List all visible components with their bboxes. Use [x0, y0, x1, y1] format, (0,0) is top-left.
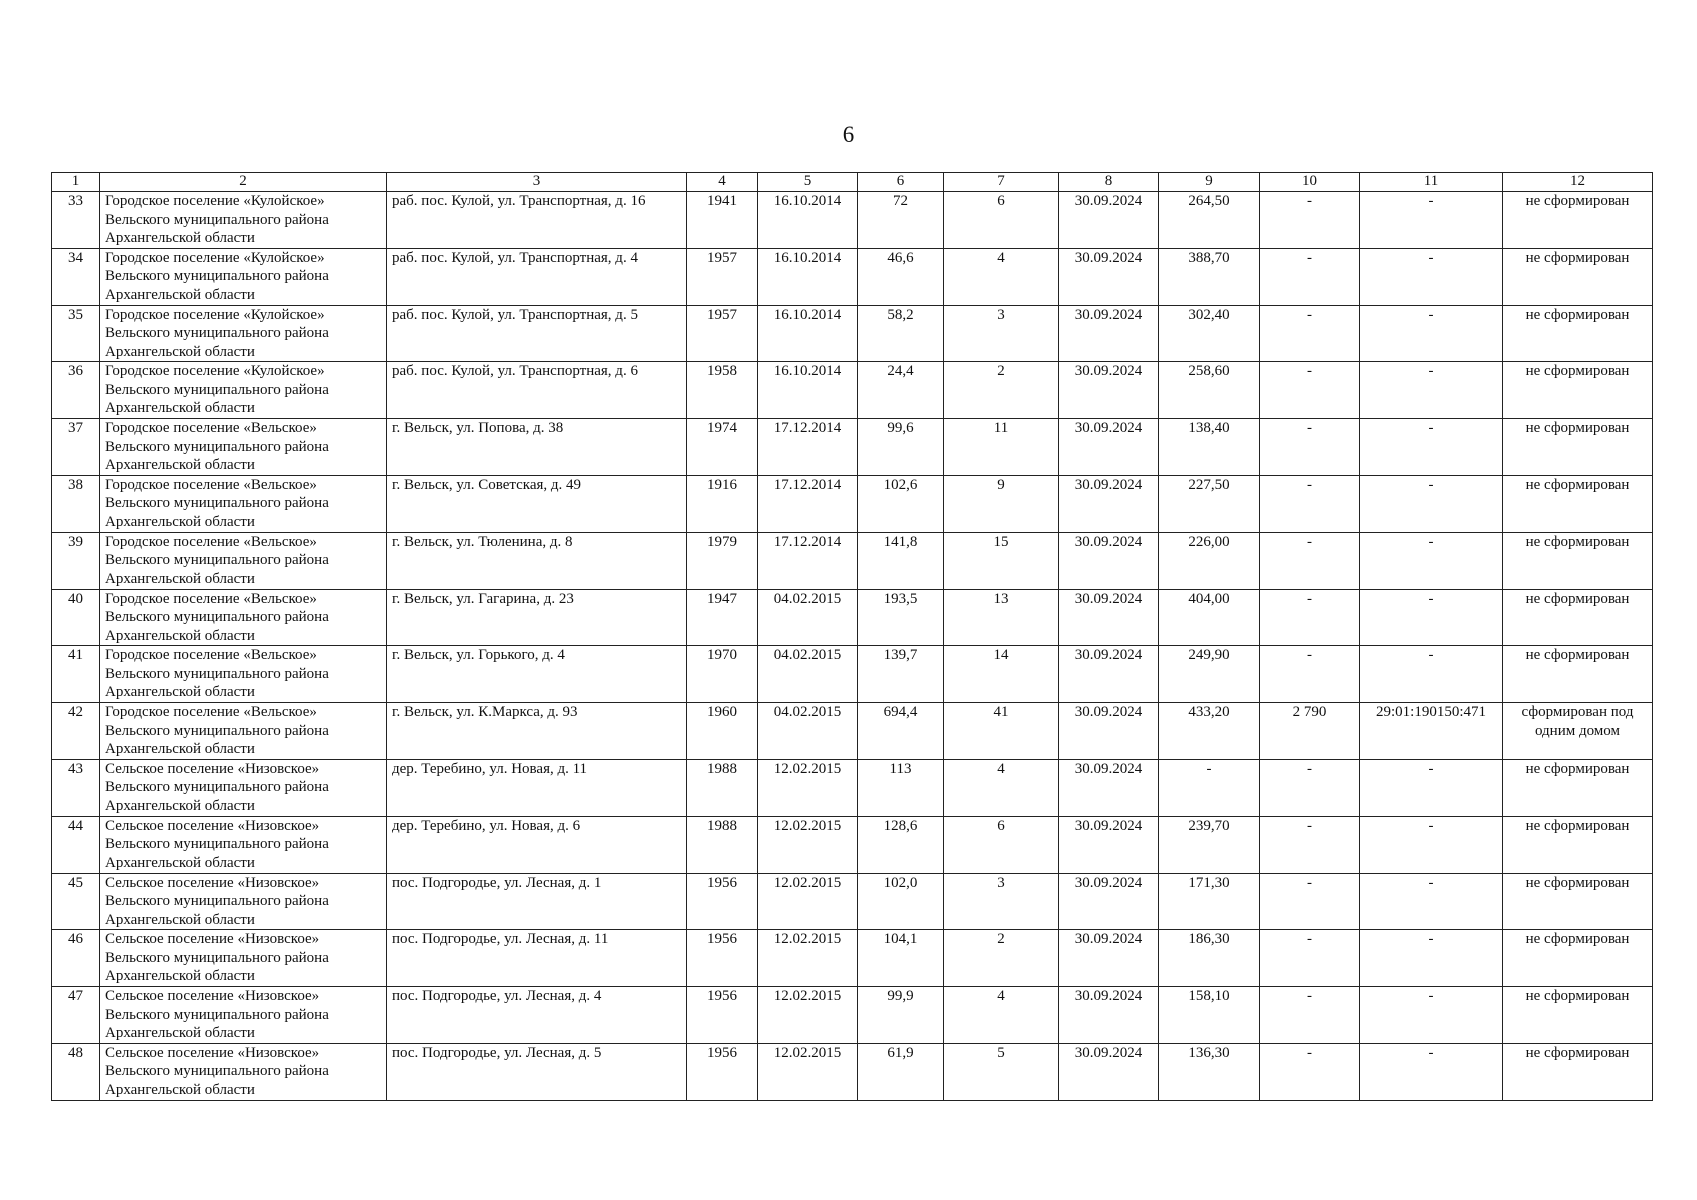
- row-number-cell: 45: [52, 873, 100, 930]
- date-cell: 17.12.2014: [758, 532, 858, 589]
- cadastral-number-cell: 29:01:190150:471: [1360, 703, 1503, 760]
- settlement-cell: Городское поселение «Кулойское» Вельского муниципального района Архангельской области: [100, 192, 387, 249]
- land-status-cell: не сформирован: [1503, 532, 1653, 589]
- settlement-cell: Городское поселение «Вельское» Вельского муниципального района Архангельской области: [100, 589, 387, 646]
- year-built-cell: 1956: [687, 1043, 758, 1100]
- row-number-cell: 48: [52, 1043, 100, 1100]
- area-cell: 99,6: [858, 419, 944, 476]
- table-row: [52, 419, 1653, 476]
- date-cell: 12.02.2015: [758, 1043, 858, 1100]
- cadastral-number-cell: -: [1360, 192, 1503, 249]
- address-cell: г. Вельск, ул. Попова, д. 38: [387, 419, 687, 476]
- land-area-cell: -: [1260, 759, 1360, 816]
- year-built-cell: 1956: [687, 987, 758, 1044]
- column-header-8: 8: [1059, 173, 1159, 192]
- settlement-cell: Сельское поселение «Низовское» Вельского муниципального района Архангельской области: [100, 987, 387, 1044]
- address-cell: г. Вельск, ул. К.Маркса, д. 93: [387, 703, 687, 760]
- row-number-cell: 47: [52, 987, 100, 1044]
- table-row: [52, 873, 1653, 930]
- cadastral-number-cell: -: [1360, 759, 1503, 816]
- deadline-cell: 30.09.2024: [1059, 1043, 1159, 1100]
- deadline-cell: 30.09.2024: [1059, 930, 1159, 987]
- row-number-cell: 43: [52, 759, 100, 816]
- land-status-cell: не сформирован: [1503, 646, 1653, 703]
- settlement-cell: Городское поселение «Кулойское» Вельского муниципального района Архангельской области: [100, 248, 387, 305]
- table-row: [52, 532, 1653, 589]
- residents-cell: 15: [944, 532, 1059, 589]
- table-row: [52, 703, 1653, 760]
- address-cell: г. Вельск, ул. Горького, д. 4: [387, 646, 687, 703]
- cadastral-number-cell: -: [1360, 248, 1503, 305]
- residents-cell: 2: [944, 930, 1059, 987]
- residents-cell: 5: [944, 1043, 1059, 1100]
- date-cell: 12.02.2015: [758, 987, 858, 1044]
- settlement-cell: Городское поселение «Вельское» Вельского муниципального района Архангельской области: [100, 532, 387, 589]
- settlement-cell: Сельское поселение «Низовское» Вельского муниципального района Архангельской области: [100, 759, 387, 816]
- land-status-cell: не сформирован: [1503, 362, 1653, 419]
- cadastral-number-cell: -: [1360, 589, 1503, 646]
- residents-cell: 2: [944, 362, 1059, 419]
- land-area-cell: -: [1260, 987, 1360, 1044]
- land-status-cell: не сформирован: [1503, 589, 1653, 646]
- table-row: [52, 192, 1653, 249]
- land-area-cell: -: [1260, 248, 1360, 305]
- deadline-cell: 30.09.2024: [1059, 873, 1159, 930]
- year-built-cell: 1988: [687, 759, 758, 816]
- date-cell: 16.10.2014: [758, 192, 858, 249]
- area-cell: 193,5: [858, 589, 944, 646]
- land-area-cell: -: [1260, 192, 1360, 249]
- row-number-cell: 39: [52, 532, 100, 589]
- year-built-cell: 1956: [687, 930, 758, 987]
- land-status-cell: сформирован под одним домом: [1503, 703, 1653, 760]
- land-area-cell: -: [1260, 646, 1360, 703]
- cadastral-number-cell: -: [1360, 305, 1503, 362]
- deadline-cell: 30.09.2024: [1059, 703, 1159, 760]
- column-header-6: 6: [858, 173, 944, 192]
- year-built-cell: 1979: [687, 532, 758, 589]
- year-built-cell: 1970: [687, 646, 758, 703]
- land-status-cell: не сформирован: [1503, 759, 1653, 816]
- land-value-cell: 171,30: [1159, 873, 1260, 930]
- cadastral-number-cell: -: [1360, 362, 1503, 419]
- deadline-cell: 30.09.2024: [1059, 419, 1159, 476]
- date-cell: 12.02.2015: [758, 930, 858, 987]
- year-built-cell: 1956: [687, 873, 758, 930]
- cadastral-number-cell: -: [1360, 419, 1503, 476]
- land-area-cell: 2 790: [1260, 703, 1360, 760]
- table-row: [52, 816, 1653, 873]
- address-cell: раб. пос. Кулой, ул. Транспортная, д. 16: [387, 192, 687, 249]
- column-header-11: 11: [1360, 173, 1503, 192]
- year-built-cell: 1916: [687, 475, 758, 532]
- date-cell: 12.02.2015: [758, 873, 858, 930]
- housing-registry-table: [51, 172, 1653, 1101]
- row-number-cell: 41: [52, 646, 100, 703]
- address-cell: пос. Подгородье, ул. Лесная, д. 11: [387, 930, 687, 987]
- land-area-cell: -: [1260, 930, 1360, 987]
- address-cell: пос. Подгородье, ул. Лесная, д. 5: [387, 1043, 687, 1100]
- page-number: 6: [842, 122, 855, 147]
- land-value-cell: 388,70: [1159, 248, 1260, 305]
- year-built-cell: 1947: [687, 589, 758, 646]
- address-cell: дер. Теребино, ул. Новая, д. 11: [387, 759, 687, 816]
- area-cell: 104,1: [858, 930, 944, 987]
- cadastral-number-cell: -: [1360, 873, 1503, 930]
- land-value-cell: -: [1159, 759, 1260, 816]
- residents-cell: 4: [944, 759, 1059, 816]
- residents-cell: 9: [944, 475, 1059, 532]
- table-row: [52, 305, 1653, 362]
- column-header-3: 3: [387, 173, 687, 192]
- land-area-cell: -: [1260, 475, 1360, 532]
- year-built-cell: 1988: [687, 816, 758, 873]
- land-area-cell: -: [1260, 532, 1360, 589]
- settlement-cell: Городское поселение «Вельское» Вельского муниципального района Архангельской области: [100, 646, 387, 703]
- date-cell: 04.02.2015: [758, 703, 858, 760]
- land-area-cell: -: [1260, 1043, 1360, 1100]
- area-cell: 102,0: [858, 873, 944, 930]
- land-status-cell: не сформирован: [1503, 930, 1653, 987]
- date-cell: 16.10.2014: [758, 248, 858, 305]
- address-cell: пос. Подгородье, ул. Лесная, д. 4: [387, 987, 687, 1044]
- address-cell: раб. пос. Кулой, ул. Транспортная, д. 4: [387, 248, 687, 305]
- land-value-cell: 138,40: [1159, 419, 1260, 476]
- land-area-cell: -: [1260, 873, 1360, 930]
- year-built-cell: 1958: [687, 362, 758, 419]
- land-status-cell: не сформирован: [1503, 248, 1653, 305]
- area-cell: 61,9: [858, 1043, 944, 1100]
- table-row: [52, 248, 1653, 305]
- area-cell: 99,9: [858, 987, 944, 1044]
- address-cell: раб. пос. Кулой, ул. Транспортная, д. 6: [387, 362, 687, 419]
- column-header-7: 7: [944, 173, 1059, 192]
- area-cell: 694,4: [858, 703, 944, 760]
- table-body: [52, 192, 1653, 1101]
- date-cell: 04.02.2015: [758, 589, 858, 646]
- cadastral-number-cell: -: [1360, 987, 1503, 1044]
- deadline-cell: 30.09.2024: [1059, 987, 1159, 1044]
- cadastral-number-cell: -: [1360, 532, 1503, 589]
- deadline-cell: 30.09.2024: [1059, 589, 1159, 646]
- land-value-cell: 433,20: [1159, 703, 1260, 760]
- land-value-cell: 302,40: [1159, 305, 1260, 362]
- cadastral-number-cell: -: [1360, 930, 1503, 987]
- land-value-cell: 186,30: [1159, 930, 1260, 987]
- row-number-cell: 33: [52, 192, 100, 249]
- land-value-cell: 264,50: [1159, 192, 1260, 249]
- column-header-4: 4: [687, 173, 758, 192]
- date-cell: 12.02.2015: [758, 759, 858, 816]
- residents-cell: 14: [944, 646, 1059, 703]
- land-status-cell: не сформирован: [1503, 987, 1653, 1044]
- cadastral-number-cell: -: [1360, 1043, 1503, 1100]
- settlement-cell: Сельское поселение «Низовское» Вельского муниципального района Архангельской области: [100, 873, 387, 930]
- cadastral-number-cell: -: [1360, 475, 1503, 532]
- residents-cell: 41: [944, 703, 1059, 760]
- row-number-cell: 37: [52, 419, 100, 476]
- address-cell: раб. пос. Кулой, ул. Транспортная, д. 5: [387, 305, 687, 362]
- settlement-cell: Сельское поселение «Низовское» Вельского муниципального района Архангельской области: [100, 930, 387, 987]
- table-row: [52, 987, 1653, 1044]
- address-cell: г. Вельск, ул. Советская, д. 49: [387, 475, 687, 532]
- land-area-cell: -: [1260, 589, 1360, 646]
- deadline-cell: 30.09.2024: [1059, 816, 1159, 873]
- date-cell: 17.12.2014: [758, 475, 858, 532]
- column-header-10: 10: [1260, 173, 1360, 192]
- table-header: [52, 173, 1653, 192]
- table-row: [52, 646, 1653, 703]
- column-number-row: [52, 173, 1653, 192]
- land-area-cell: -: [1260, 305, 1360, 362]
- land-status-cell: не сформирован: [1503, 873, 1653, 930]
- residents-cell: 4: [944, 987, 1059, 1044]
- area-cell: 58,2: [858, 305, 944, 362]
- residents-cell: 3: [944, 873, 1059, 930]
- year-built-cell: 1974: [687, 419, 758, 476]
- cadastral-number-cell: -: [1360, 646, 1503, 703]
- deadline-cell: 30.09.2024: [1059, 305, 1159, 362]
- land-area-cell: -: [1260, 362, 1360, 419]
- land-value-cell: 239,70: [1159, 816, 1260, 873]
- table-row: [52, 759, 1653, 816]
- column-header-2: 2: [100, 173, 387, 192]
- column-header-1: 1: [52, 173, 100, 192]
- residents-cell: 3: [944, 305, 1059, 362]
- area-cell: 72: [858, 192, 944, 249]
- address-cell: г. Вельск, ул. Тюленина, д. 8: [387, 532, 687, 589]
- year-built-cell: 1957: [687, 305, 758, 362]
- residents-cell: 6: [944, 192, 1059, 249]
- date-cell: 16.10.2014: [758, 305, 858, 362]
- row-number-cell: 35: [52, 305, 100, 362]
- settlement-cell: Сельское поселение «Низовское» Вельского муниципального района Архангельской области: [100, 1043, 387, 1100]
- cadastral-number-cell: -: [1360, 816, 1503, 873]
- residents-cell: 4: [944, 248, 1059, 305]
- area-cell: 128,6: [858, 816, 944, 873]
- row-number-cell: 42: [52, 703, 100, 760]
- land-value-cell: 258,60: [1159, 362, 1260, 419]
- year-built-cell: 1960: [687, 703, 758, 760]
- area-cell: 139,7: [858, 646, 944, 703]
- land-value-cell: 158,10: [1159, 987, 1260, 1044]
- date-cell: 17.12.2014: [758, 419, 858, 476]
- settlement-cell: Городское поселение «Вельское» Вельского муниципального района Архангельской области: [100, 419, 387, 476]
- deadline-cell: 30.09.2024: [1059, 759, 1159, 816]
- table-row: [52, 1043, 1653, 1100]
- land-status-cell: не сформирован: [1503, 419, 1653, 476]
- column-header-12: 12: [1503, 173, 1653, 192]
- row-number-cell: 44: [52, 816, 100, 873]
- land-area-cell: -: [1260, 419, 1360, 476]
- table-row: [52, 475, 1653, 532]
- table-row: [52, 589, 1653, 646]
- column-header-9: 9: [1159, 173, 1260, 192]
- row-number-cell: 38: [52, 475, 100, 532]
- area-cell: 24,4: [858, 362, 944, 419]
- area-cell: 46,6: [858, 248, 944, 305]
- settlement-cell: Сельское поселение «Низовское» Вельского муниципального района Архангельской области: [100, 816, 387, 873]
- land-value-cell: 136,30: [1159, 1043, 1260, 1100]
- year-built-cell: 1941: [687, 192, 758, 249]
- deadline-cell: 30.09.2024: [1059, 532, 1159, 589]
- land-status-cell: не сформирован: [1503, 305, 1653, 362]
- row-number-cell: 40: [52, 589, 100, 646]
- settlement-cell: Городское поселение «Кулойское» Вельского муниципального района Архангельской области: [100, 305, 387, 362]
- land-status-cell: не сформирован: [1503, 1043, 1653, 1100]
- land-area-cell: -: [1260, 816, 1360, 873]
- address-cell: г. Вельск, ул. Гагарина, д. 23: [387, 589, 687, 646]
- land-status-cell: не сформирован: [1503, 816, 1653, 873]
- deadline-cell: 30.09.2024: [1059, 192, 1159, 249]
- row-number-cell: 46: [52, 930, 100, 987]
- address-cell: пос. Подгородье, ул. Лесная, д. 1: [387, 873, 687, 930]
- deadline-cell: 30.09.2024: [1059, 475, 1159, 532]
- settlement-cell: Городское поселение «Вельское» Вельского муниципального района Архангельской области: [100, 475, 387, 532]
- land-status-cell: не сформирован: [1503, 192, 1653, 249]
- deadline-cell: 30.09.2024: [1059, 646, 1159, 703]
- table-row: [52, 362, 1653, 419]
- residents-cell: 13: [944, 589, 1059, 646]
- land-value-cell: 226,00: [1159, 532, 1260, 589]
- row-number-cell: 34: [52, 248, 100, 305]
- date-cell: 04.02.2015: [758, 646, 858, 703]
- area-cell: 141,8: [858, 532, 944, 589]
- land-value-cell: 249,90: [1159, 646, 1260, 703]
- date-cell: 12.02.2015: [758, 816, 858, 873]
- settlement-cell: Городское поселение «Кулойское» Вельского муниципального района Архангельской области: [100, 362, 387, 419]
- area-cell: 102,6: [858, 475, 944, 532]
- row-number-cell: 36: [52, 362, 100, 419]
- land-value-cell: 404,00: [1159, 589, 1260, 646]
- residents-cell: 11: [944, 419, 1059, 476]
- area-cell: 113: [858, 759, 944, 816]
- deadline-cell: 30.09.2024: [1059, 248, 1159, 305]
- deadline-cell: 30.09.2024: [1059, 362, 1159, 419]
- residents-cell: 6: [944, 816, 1059, 873]
- address-cell: дер. Теребино, ул. Новая, д. 6: [387, 816, 687, 873]
- settlement-cell: Городское поселение «Вельское» Вельского муниципального района Архангельской области: [100, 703, 387, 760]
- land-status-cell: не сформирован: [1503, 475, 1653, 532]
- land-value-cell: 227,50: [1159, 475, 1260, 532]
- column-header-5: 5: [758, 173, 858, 192]
- date-cell: 16.10.2014: [758, 362, 858, 419]
- year-built-cell: 1957: [687, 248, 758, 305]
- table-row: [52, 930, 1653, 987]
